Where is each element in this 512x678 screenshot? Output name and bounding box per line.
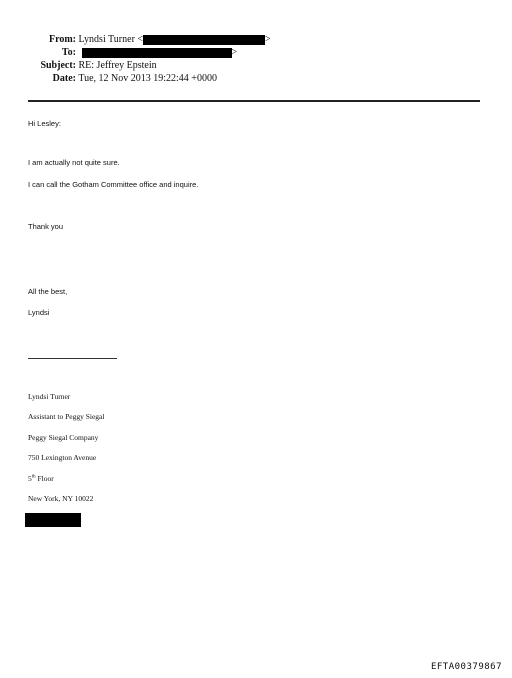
- floor-suffix: th: [31, 474, 36, 480]
- floor-word: Floor: [35, 474, 54, 483]
- header-divider: [28, 100, 480, 102]
- to-email-redaction: [82, 48, 232, 58]
- date-value: Tue, 12 Nov 2013 19:22:44 +0000: [78, 73, 217, 84]
- subject-label: Subject:: [40, 60, 76, 71]
- signature-city: New York, NY 10022: [28, 494, 94, 503]
- signature-address: 750 Lexington Avenue: [28, 453, 97, 462]
- signature-floor: [28, 474, 54, 484]
- greeting: Hi Lesley:: [28, 119, 61, 128]
- bates-number: EFTA00379867: [430, 662, 502, 672]
- floor-number: 5: [28, 474, 32, 483]
- from-email-redaction: [143, 35, 265, 45]
- to-label: To:: [61, 47, 76, 58]
- from-line: [0, 34, 271, 46]
- closing: All the best,: [28, 287, 68, 296]
- from-close: >: [265, 34, 271, 45]
- from-label: From:: [48, 34, 76, 45]
- signature-title: Assistant to Peggy Siegal: [28, 412, 105, 421]
- to-line: [0, 47, 237, 59]
- to-close: >: [231, 47, 238, 58]
- thanks: Thank you: [28, 222, 64, 231]
- signoff: Lyndsi: [28, 308, 50, 317]
- signature-name: Lyndsi Turner: [28, 392, 71, 401]
- body-line-2: I can call the Gotham Committee office and inquire.: [28, 180, 199, 189]
- body-line-1: I am actually not quite sure.: [28, 158, 120, 167]
- signature-company: Peggy Siegal Company: [28, 433, 99, 442]
- subject-line: [0, 60, 157, 72]
- from-value: Lyndsi Turner <: [78, 34, 144, 45]
- signature-divider: [28, 358, 117, 359]
- signature-redaction: [25, 513, 81, 527]
- date-line: [0, 73, 217, 85]
- date-label: Date:: [52, 73, 76, 84]
- subject-value: RE: Jeffrey Epstein: [78, 60, 157, 71]
